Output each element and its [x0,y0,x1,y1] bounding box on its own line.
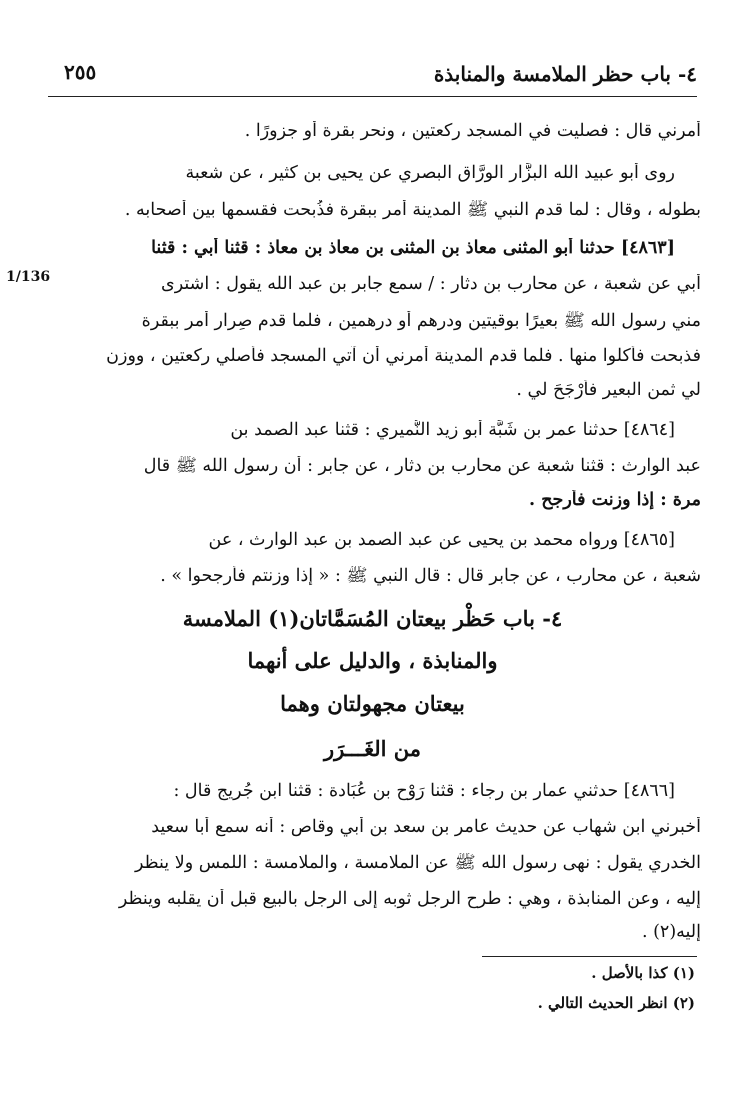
header-rule [48,96,697,97]
chapter-heading-line: من الغَـــرَر [323,736,422,761]
text-line: لي ثمن البعير فأرْجَحَ لي . [516,380,701,400]
text-line: مرة : إذا وزنت فأرجح . [529,490,701,510]
footnote-rule [482,956,697,957]
chapter-heading-line: بيعتان مجهولتان وهما [280,691,465,716]
text-line: أمرني قال : فصليت في المسجد ركعتين ، ونحر بقرة أو جزورًا . [244,121,701,141]
text-line: إليه ، وعن المنابذة ، وهي : طرح الرجل ثوبه إلى الرجل بالبيع قبل أن يقلبه وينظر [118,889,701,909]
text-line: بطوله ، وقال : لما قدم النبي ﷺ المدينة أمر ببقرة فذُبحت فقسمها بين أصحابه . [124,200,701,220]
text-line: إليه(٢) . [641,922,701,942]
running-header-title: ٤- باب حظر الملامسة والمنابذة [433,62,697,86]
text-line: شعبة ، عن محارب ، عن جابر قال : قال النبي ﷺ : « إذا وزنتم فأرجحوا » . [160,566,701,586]
text-line: أخبرني ابن شهاب عن حديث عامر بن سعد بن أبي وقاص : أنه سمع أبا سعيد [151,817,701,837]
footnote: (٢) انظر الحديث التالي . [537,994,695,1012]
text-line: عبد الوارث : قثنا شعبة عن محارب بن دثار ، عن جابر : أن رسول الله ﷺ قال [143,456,701,476]
hadith-4864-line: [٤٨٦٤] حدثنا عمر بن شَبَّة أبو زيد النُّميري : قثنا عبد الصمد بن [230,420,675,440]
text-line: أبي عن شعبة ، عن محارب بن دثار : / سمع جابر بن عبد الله يقول : اشترى [161,274,701,294]
chapter-heading-line: ٤- باب حَظْر بيعتان المُسَمَّاتان(١) الملامسة [182,606,563,631]
page-number: ٢٥٥ [64,60,97,84]
hadith-4863-line: [٤٨٦٣] حدثنا أبو المثنى معاذ بن المثنى بن معاذ بن معاذ : قثنا أبي : قثنا [151,238,675,258]
footnote: (١) كذا بالأصل . [591,964,695,982]
text-line: فذبحت فأكلوا منها . فلما قدم المدينة أمرني أن آتي المسجد فأصلي ركعتين ، ووزن [106,346,701,366]
text-line: روى أبو عبيد الله البزَّار الورَّاق البصري عن يحيى بن كثير ، عن شعبة [185,163,675,183]
hadith-4866-line: [٤٨٦٦] حدثني عمار بن رجاء : قثنا رَوْح بن عُبَادة : قثنا ابن جُريج قال : [173,781,675,801]
text-line: مني رسول الله ﷺ بعيرًا بوقيتين ودرهم أو درهمين ، فلما قدم صِرار أمر ببقرة [141,311,701,331]
hadith-4865-line: [٤٨٦٥] ورواه محمد بن يحيى عن عبد الصمد بن عبد الوارث ، عن [208,530,675,550]
manuscript-folio-note: 1/136 [6,269,51,285]
chapter-heading-line: والمنابذة ، والدليل على أنهما [247,648,498,673]
text-line: الخدري يقول : نهى رسول الله ﷺ عن الملامسة ، والملامسة : اللمس ولا ينظر [135,853,701,873]
